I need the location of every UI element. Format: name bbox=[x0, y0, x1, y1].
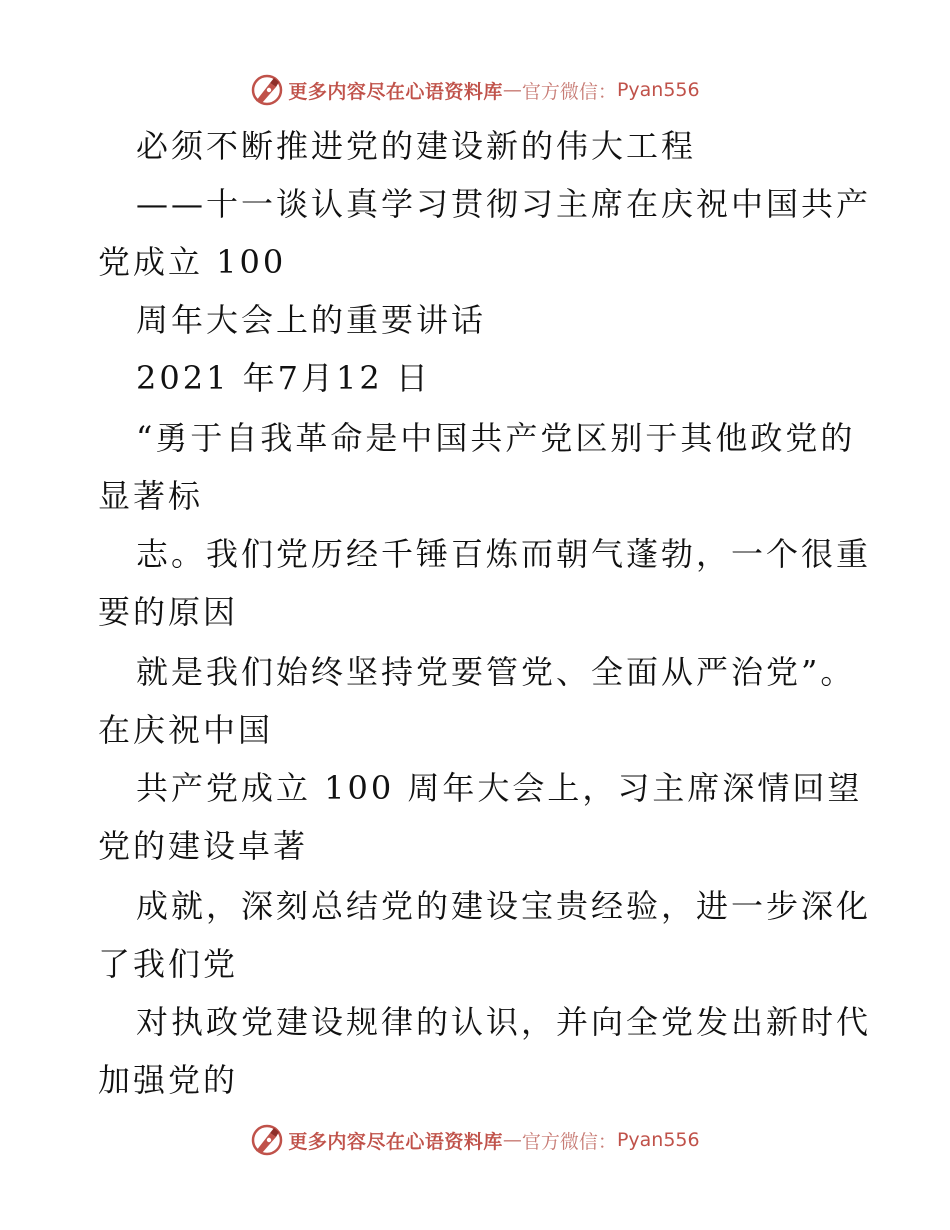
document-subtitle-line: 党成立 100 bbox=[98, 243, 287, 281]
paragraph-line: 党的建设卓著 bbox=[98, 827, 309, 865]
document-subtitle-line: ——十一谈认真学习贯彻习主席在庆祝中国共产 bbox=[136, 185, 872, 223]
document-title: 必须不断推进党的建设新的伟大工程 bbox=[136, 127, 697, 165]
pen-nib-circle-icon bbox=[250, 1123, 284, 1157]
watermark-main-text: 更多内容尽在心语资料库 bbox=[288, 1130, 503, 1153]
watermark-main-text: 更多内容尽在心语资料库 bbox=[288, 80, 503, 103]
paragraph-line: 志。我们党历经千锤百炼而朝气蓬勃，一个很重 bbox=[136, 535, 872, 573]
document-date: 2021 年7月12 日 bbox=[136, 359, 431, 397]
watermark-wechat-label: 官方微信： bbox=[521, 1130, 617, 1153]
watermark-wechat-id: Pyan556 bbox=[616, 1129, 700, 1151]
paragraph-line: 成就，深刻总结党的建设宝贵经验，进一步深化 bbox=[136, 887, 872, 925]
document-subtitle-line: 周年大会上的重要讲话 bbox=[136, 301, 487, 339]
paragraph-line: 共产党成立 100 周年大会上，习主席深情回望 bbox=[136, 769, 863, 807]
watermark-wechat-id: Pyan556 bbox=[616, 79, 700, 101]
paragraph-line: 要的原因 bbox=[98, 593, 239, 631]
footer-watermark bbox=[0, 1120, 950, 1160]
paragraph-line: 在庆祝中国 bbox=[98, 711, 274, 749]
watermark-dash: — bbox=[502, 1129, 522, 1151]
paragraph-line: 了我们党 bbox=[98, 945, 239, 983]
watermark-wechat-label: 官方微信： bbox=[521, 80, 617, 103]
paragraph-line: “勇于自我革命是中国共产党区别于其他政党的 bbox=[136, 419, 856, 457]
paragraph-line: 就是我们始终坚持党要管党、全面从严治党”。 bbox=[136, 653, 856, 691]
paragraph-line: 显著标 bbox=[98, 477, 204, 515]
watermark-dash: — bbox=[502, 79, 522, 101]
paragraph-line: 对执政党建设规律的认识，并向全党发出新时代 bbox=[136, 1003, 872, 1041]
paragraph-line: 加强党的 bbox=[98, 1061, 239, 1099]
